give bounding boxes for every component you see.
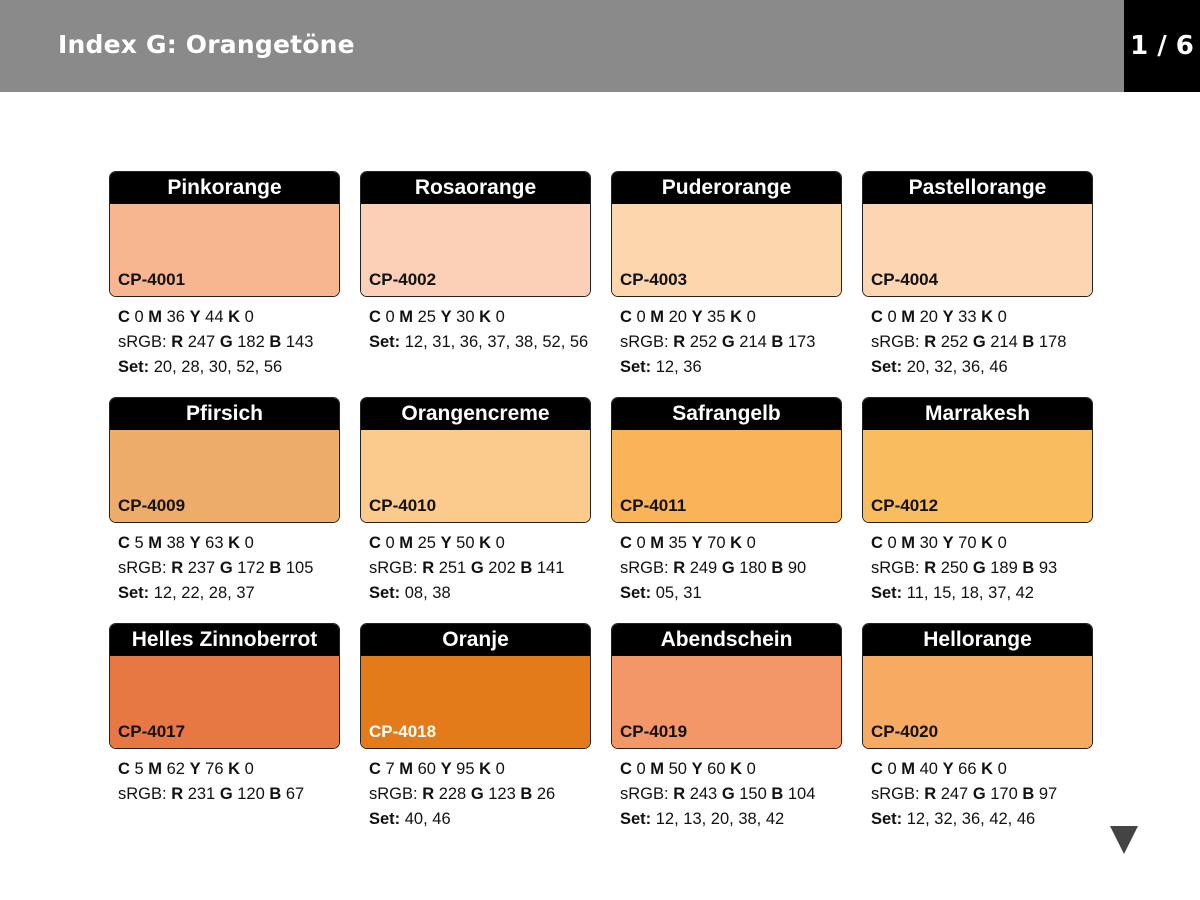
srgb-b-label: B (269, 333, 282, 351)
srgb-line (871, 330, 1111, 355)
cmyk-y-value: 66 (953, 760, 982, 778)
cmyk-k-label: K (479, 534, 492, 552)
srgb-r-value: 231 (183, 785, 220, 803)
srgb-g-label: G (972, 785, 986, 803)
cmyk-m-label: M (650, 534, 665, 552)
set-line (871, 581, 1111, 606)
swatch-card (862, 397, 1093, 523)
cmyk-y-value: 95 (451, 760, 480, 778)
srgb-r-value: 252 (936, 333, 973, 351)
srgb-b-value: 178 (1034, 333, 1067, 351)
srgb-g-label: G (219, 785, 233, 803)
page-title: Index G: Orangetöne (58, 30, 355, 59)
swatch-info (369, 757, 609, 832)
srgb-r-label: R (171, 559, 184, 577)
swatch-name: Marrakesh (863, 398, 1092, 430)
set-value: 08, 38 (400, 584, 451, 602)
cmyk-y-label: Y (691, 308, 703, 326)
cmyk-y-label: Y (189, 534, 201, 552)
srgb-r-label: R (924, 333, 937, 351)
cmyk-y-label: Y (440, 308, 452, 326)
swatch-card (611, 171, 842, 297)
srgb-b-label: B (269, 559, 282, 577)
cmyk-m-value: 20 (915, 308, 943, 326)
color-swatch (863, 656, 1092, 748)
srgb-b-value: 67 (281, 785, 305, 803)
cmyk-m-label: M (399, 534, 414, 552)
srgb-r-value: 247 (183, 333, 220, 351)
cmyk-k-label: K (479, 760, 492, 778)
swatch-name: Abendschein (612, 624, 841, 656)
srgb-g-value: 180 (734, 559, 772, 577)
cmyk-line (620, 531, 860, 556)
cmyk-c-label: C (118, 534, 130, 552)
srgb-g-value: 182 (232, 333, 270, 351)
cmyk-c-value: 0 (631, 760, 651, 778)
cmyk-y-label: Y (691, 760, 703, 778)
cmyk-k-value: 0 (742, 760, 756, 778)
cmyk-c-label: C (369, 308, 381, 326)
set-line (369, 330, 609, 355)
cmyk-k-value: 0 (491, 760, 505, 778)
cmyk-m-value: 35 (664, 534, 692, 552)
srgb-g-value: 172 (232, 559, 270, 577)
cmyk-line (369, 305, 609, 330)
srgb-line (871, 556, 1111, 581)
swatch-name: Oranje (361, 624, 590, 656)
srgb-g-label: G (721, 559, 735, 577)
srgb-g-value: 120 (232, 785, 270, 803)
swatch-name: Safrangelb (612, 398, 841, 430)
color-swatch (863, 430, 1092, 522)
set-value: 11, 15, 18, 37, 42 (902, 584, 1034, 602)
srgb-label: sRGB: (620, 333, 674, 351)
srgb-b-value: 97 (1034, 785, 1058, 803)
srgb-g-label: G (470, 559, 484, 577)
cmyk-m-label: M (399, 308, 414, 326)
srgb-g-label: G (972, 559, 986, 577)
swatch-card (360, 623, 591, 749)
cmyk-c-label: C (871, 534, 883, 552)
cmyk-m-value: 25 (413, 308, 441, 326)
set-value: 20, 32, 36, 46 (902, 358, 1008, 376)
cmyk-y-value: 50 (451, 534, 480, 552)
cmyk-c-value: 0 (882, 308, 902, 326)
cmyk-k-label: K (730, 760, 743, 778)
cmyk-line (118, 757, 358, 782)
swatch-code: CP-4003 (620, 270, 688, 289)
set-line (369, 581, 609, 606)
srgb-g-value: 214 (734, 333, 772, 351)
swatch-card (360, 397, 591, 523)
color-swatch (612, 430, 841, 522)
swatch-info (118, 531, 358, 606)
srgb-label: sRGB: (369, 559, 423, 577)
cmyk-c-value: 0 (380, 308, 400, 326)
swatch-info (620, 531, 860, 606)
swatch-code: CP-4017 (118, 722, 186, 741)
swatch-card (360, 171, 591, 297)
swatch-code: CP-4012 (871, 496, 939, 515)
cmyk-m-label: M (399, 760, 414, 778)
srgb-b-value: 104 (783, 785, 816, 803)
cmyk-k-label: K (730, 534, 743, 552)
swatch-card (611, 623, 842, 749)
swatch-name: Pinkorange (110, 172, 339, 204)
srgb-r-value: 237 (183, 559, 220, 577)
cmyk-m-value: 50 (664, 760, 692, 778)
cmyk-k-value: 0 (742, 534, 756, 552)
set-label: Set: (871, 584, 903, 602)
cmyk-c-value: 0 (882, 534, 902, 552)
srgb-label: sRGB: (118, 333, 172, 351)
swatch-name: Pastellorange (863, 172, 1092, 204)
srgb-line (871, 782, 1111, 807)
cmyk-c-label: C (620, 760, 632, 778)
cmyk-k-value: 0 (742, 308, 756, 326)
cmyk-m-label: M (901, 760, 916, 778)
cmyk-m-label: M (901, 308, 916, 326)
srgb-b-label: B (771, 785, 784, 803)
cmyk-c-label: C (369, 760, 381, 778)
cmyk-c-label: C (118, 760, 130, 778)
cmyk-y-value: 76 (200, 760, 229, 778)
srgb-line (620, 556, 860, 581)
swatch-code: CP-4020 (871, 722, 939, 741)
color-swatch (612, 656, 841, 748)
swatch-info (118, 305, 358, 380)
cmyk-line (369, 531, 609, 556)
cmyk-y-label: Y (942, 760, 954, 778)
cmyk-y-label: Y (189, 760, 201, 778)
swatch-code: CP-4002 (369, 270, 437, 289)
swatch-info (369, 531, 609, 606)
cmyk-c-value: 0 (631, 308, 651, 326)
swatch-card (611, 397, 842, 523)
swatch-info (871, 531, 1111, 606)
swatch-code: CP-4011 (620, 496, 687, 515)
srgb-g-label: G (219, 333, 233, 351)
swatch-name: Puderorange (612, 172, 841, 204)
srgb-b-label: B (269, 785, 282, 803)
srgb-g-label: G (219, 559, 233, 577)
color-swatch (110, 430, 339, 522)
srgb-b-label: B (1022, 559, 1035, 577)
color-swatch (110, 656, 339, 748)
srgb-b-value: 26 (532, 785, 556, 803)
srgb-g-value: 123 (483, 785, 521, 803)
cmyk-k-label: K (730, 308, 743, 326)
set-value: 12, 31, 36, 37, 38, 52, 56 (400, 333, 589, 351)
cmyk-y-value: 30 (451, 308, 480, 326)
cmyk-k-value: 0 (993, 760, 1007, 778)
srgb-g-label: G (972, 333, 986, 351)
set-line (118, 355, 358, 380)
cmyk-k-label: K (479, 308, 492, 326)
srgb-b-label: B (771, 333, 784, 351)
srgb-b-value: 173 (783, 333, 816, 351)
swatch-name: Pfirsich (110, 398, 339, 430)
set-line (871, 807, 1111, 832)
srgb-r-value: 228 (434, 785, 471, 803)
cmyk-m-value: 20 (664, 308, 692, 326)
srgb-g-label: G (721, 333, 735, 351)
set-label: Set: (369, 584, 401, 602)
cmyk-c-value: 0 (882, 760, 902, 778)
swatch-code: CP-4009 (118, 496, 186, 515)
set-label: Set: (620, 584, 652, 602)
set-line (871, 355, 1111, 380)
cmyk-line (118, 305, 358, 330)
set-label: Set: (369, 333, 401, 351)
srgb-label: sRGB: (871, 559, 925, 577)
cmyk-line (118, 531, 358, 556)
color-swatch (612, 204, 841, 296)
swatch-code: CP-4019 (620, 722, 688, 741)
srgb-line (118, 556, 358, 581)
cmyk-k-value: 0 (240, 760, 254, 778)
cmyk-m-value: 30 (915, 534, 943, 552)
cmyk-m-label: M (148, 308, 163, 326)
cmyk-k-value: 0 (240, 308, 254, 326)
set-value: 20, 28, 30, 52, 56 (149, 358, 283, 376)
srgb-r-label: R (171, 333, 184, 351)
cmyk-y-value: 63 (200, 534, 229, 552)
cmyk-y-value: 44 (200, 308, 229, 326)
cmyk-k-label: K (981, 308, 994, 326)
swatch-code: CP-4004 (871, 270, 939, 289)
cmyk-c-label: C (871, 308, 883, 326)
cmyk-y-value: 70 (702, 534, 731, 552)
cmyk-y-value: 33 (953, 308, 982, 326)
srgb-label: sRGB: (871, 785, 925, 803)
set-line (369, 807, 609, 832)
swatch-card (109, 623, 340, 749)
cmyk-y-value: 60 (702, 760, 731, 778)
srgb-b-value: 93 (1034, 559, 1058, 577)
swatch-name: Orangencreme (361, 398, 590, 430)
set-value: 40, 46 (400, 810, 451, 828)
cmyk-y-label: Y (942, 308, 954, 326)
cmyk-k-label: K (228, 534, 241, 552)
srgb-r-label: R (673, 333, 686, 351)
set-label: Set: (118, 358, 150, 376)
swatch-code: CP-4001 (118, 270, 186, 289)
cmyk-m-label: M (148, 534, 163, 552)
srgb-r-value: 250 (936, 559, 973, 577)
cmyk-y-label: Y (942, 534, 954, 552)
swatch-info (118, 757, 358, 807)
color-swatch (361, 430, 590, 522)
cmyk-line (871, 531, 1111, 556)
next-page-triangle-down-icon[interactable] (1110, 826, 1138, 854)
cmyk-line (369, 757, 609, 782)
cmyk-c-value: 7 (380, 760, 400, 778)
set-line (620, 807, 860, 832)
srgb-r-value: 251 (434, 559, 471, 577)
set-label: Set: (620, 358, 652, 376)
cmyk-m-label: M (650, 760, 665, 778)
cmyk-k-value: 0 (491, 308, 505, 326)
srgb-b-value: 141 (532, 559, 565, 577)
srgb-r-label: R (673, 559, 686, 577)
set-label: Set: (118, 584, 150, 602)
set-value: 12, 36 (651, 358, 702, 376)
cmyk-c-label: C (118, 308, 130, 326)
srgb-g-value: 202 (483, 559, 521, 577)
srgb-label: sRGB: (118, 785, 172, 803)
cmyk-m-value: 62 (162, 760, 190, 778)
cmyk-k-value: 0 (993, 308, 1007, 326)
set-label: Set: (369, 810, 401, 828)
srgb-b-value: 143 (281, 333, 314, 351)
cmyk-y-label: Y (440, 534, 452, 552)
cmyk-m-value: 60 (413, 760, 441, 778)
srgb-line (369, 556, 609, 581)
srgb-line (620, 782, 860, 807)
srgb-r-label: R (673, 785, 686, 803)
cmyk-k-label: K (228, 308, 241, 326)
swatch-name: Hellorange (863, 624, 1092, 656)
srgb-g-value: 150 (734, 785, 772, 803)
swatch-card (862, 623, 1093, 749)
cmyk-k-label: K (228, 760, 241, 778)
swatch-info (369, 305, 609, 355)
swatch-info (871, 305, 1111, 380)
cmyk-y-value: 70 (953, 534, 982, 552)
srgb-r-value: 247 (936, 785, 973, 803)
srgb-g-value: 170 (985, 785, 1023, 803)
srgb-b-label: B (771, 559, 784, 577)
color-swatch (110, 204, 339, 296)
srgb-g-value: 189 (985, 559, 1023, 577)
srgb-r-value: 252 (685, 333, 722, 351)
srgb-b-value: 105 (281, 559, 314, 577)
cmyk-y-label: Y (440, 760, 452, 778)
color-swatch (361, 204, 590, 296)
cmyk-y-label: Y (691, 534, 703, 552)
cmyk-k-value: 0 (240, 534, 254, 552)
cmyk-k-value: 0 (491, 534, 505, 552)
srgb-line (369, 782, 609, 807)
swatch-info (871, 757, 1111, 832)
srgb-label: sRGB: (118, 559, 172, 577)
set-line (620, 581, 860, 606)
set-value: 12, 22, 28, 37 (149, 584, 255, 602)
cmyk-m-value: 36 (162, 308, 190, 326)
cmyk-m-value: 40 (915, 760, 943, 778)
srgb-label: sRGB: (369, 785, 423, 803)
swatch-info (620, 757, 860, 832)
cmyk-k-label: K (981, 760, 994, 778)
srgb-g-label: G (721, 785, 735, 803)
swatch-code: CP-4018 (369, 722, 437, 741)
cmyk-line (620, 757, 860, 782)
cmyk-c-value: 5 (129, 760, 149, 778)
swatch-card (862, 171, 1093, 297)
cmyk-c-value: 0 (380, 534, 400, 552)
cmyk-c-label: C (620, 308, 632, 326)
cmyk-c-value: 0 (129, 308, 149, 326)
cmyk-c-value: 0 (631, 534, 651, 552)
srgb-label: sRGB: (620, 559, 674, 577)
cmyk-k-value: 0 (993, 534, 1007, 552)
srgb-label: sRGB: (871, 333, 925, 351)
cmyk-k-label: K (981, 534, 994, 552)
set-label: Set: (871, 358, 903, 376)
srgb-b-label: B (520, 559, 533, 577)
srgb-g-value: 214 (985, 333, 1023, 351)
color-swatch (361, 656, 590, 748)
cmyk-line (871, 757, 1111, 782)
srgb-r-label: R (924, 559, 937, 577)
set-label: Set: (871, 810, 903, 828)
swatch-info (620, 305, 860, 380)
cmyk-m-label: M (901, 534, 916, 552)
srgb-b-value: 90 (783, 559, 807, 577)
srgb-r-label: R (422, 559, 435, 577)
swatch-code: CP-4010 (369, 496, 437, 515)
srgb-b-label: B (1022, 333, 1035, 351)
srgb-label: sRGB: (620, 785, 674, 803)
srgb-r-value: 249 (685, 559, 722, 577)
set-line (620, 355, 860, 380)
cmyk-c-label: C (620, 534, 632, 552)
set-label: Set: (620, 810, 652, 828)
srgb-b-label: B (520, 785, 533, 803)
cmyk-c-label: C (871, 760, 883, 778)
cmyk-m-value: 38 (162, 534, 190, 552)
set-value: 12, 13, 20, 38, 42 (651, 810, 785, 828)
cmyk-c-value: 5 (129, 534, 149, 552)
srgb-r-label: R (171, 785, 184, 803)
set-value: 05, 31 (651, 584, 702, 602)
swatch-card (109, 171, 340, 297)
swatch-name: Helles Zinnoberrot (110, 624, 339, 656)
srgb-b-label: B (1022, 785, 1035, 803)
srgb-r-label: R (924, 785, 937, 803)
srgb-line (118, 782, 358, 807)
set-value: 12, 32, 36, 42, 46 (902, 810, 1036, 828)
cmyk-m-value: 25 (413, 534, 441, 552)
cmyk-c-label: C (369, 534, 381, 552)
swatch-name: Rosaorange (361, 172, 590, 204)
srgb-line (620, 330, 860, 355)
cmyk-line (620, 305, 860, 330)
srgb-r-value: 243 (685, 785, 722, 803)
swatch-card (109, 397, 340, 523)
cmyk-y-value: 35 (702, 308, 731, 326)
cmyk-m-label: M (650, 308, 665, 326)
cmyk-y-label: Y (189, 308, 201, 326)
cmyk-line (871, 305, 1111, 330)
color-swatch (863, 204, 1092, 296)
page-number: 1 / 6 (1124, 0, 1200, 92)
srgb-g-label: G (470, 785, 484, 803)
set-line (118, 581, 358, 606)
srgb-r-label: R (422, 785, 435, 803)
cmyk-m-label: M (148, 760, 163, 778)
srgb-line (118, 330, 358, 355)
